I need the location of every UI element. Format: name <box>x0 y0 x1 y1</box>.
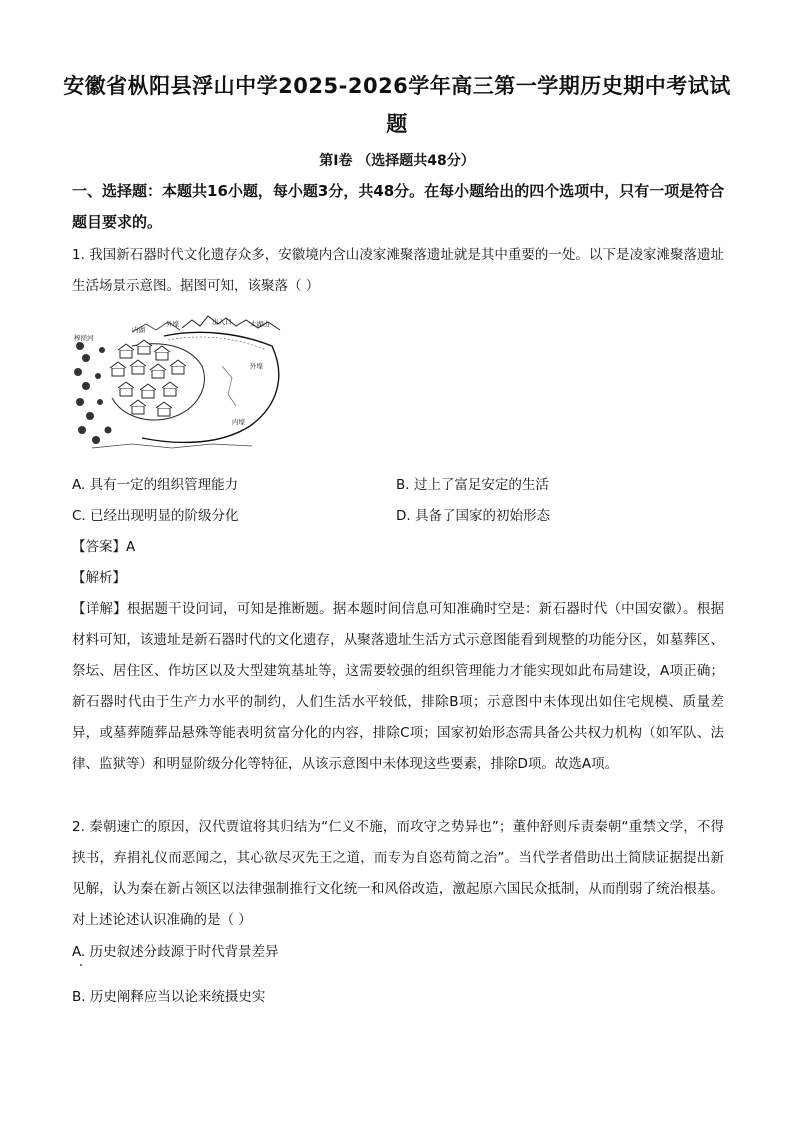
q2-option-a: A. 历史叙述分歧源于时代背景差异 <box>72 944 279 960</box>
q1-answer: 【答案】A <box>72 539 136 555</box>
q1-option-c: C. 已经出现明显的阶级分化 <box>72 508 239 524</box>
section-heading: 一、选择题：本题共16小题，每小题3分，共48分。在每小题给出的四个选项中，只有一项是符合题目要求的。 <box>72 182 725 231</box>
exam-title-line2: 题 <box>386 112 408 136</box>
exam-title-line1: 安徽省枞阳县浮山中学2025-2026学年高三第一学期历史期中考试试 <box>63 74 731 98</box>
map-label-outer-moat-top: 外壕 <box>166 320 179 328</box>
q1-option-a: A. 具有一定的组织管理能力 <box>72 477 239 493</box>
paper-subtitle: 第Ⅰ卷 （选择题共48分） <box>319 153 475 169</box>
stray-dot <box>80 964 82 966</box>
map-label-entrance: 出入口 <box>212 318 232 326</box>
question2-stem: 2. 秦朝速亡的原因，汉代贾谊将其归结为“仁义不施，而攻守之势异也”；董仲舒则斥责秦朝“重禁文学，不得挟书，弃捐礼仪而恶闻之，其心欲尽灭先王之道，而专为自恣苟简之治”。当代学者借助出土简牍证据提出新见解，认为秦在新占领区以法律强制推行文化统一和风俗改造，激起原六国民众抵制，从而削弱了统治根基。对上述论述认识准确的是（ ） <box>72 819 724 928</box>
q1-detail-explanation: 【详解】根据题干设问词，可知是推断题。据本题时间信息可知准确时空是：新石器时代（中国安徽）。根据材料可知，该遗址是新石器时代的文化遗存，从聚落遗址生活方式示意图能看到规整的功能分区，如墓葬区、祭坛、居住区、作坊区以及大型建筑基址等，这需要较强的组织管理能力才能实现如此布局建设，A项正确；新石器时代由于生产力水平的制约，人们生活水平较低，排除B项；示意图中未体现出如住宅规模、质量差异，或墓葬随葬品悬殊等能表明贫富分化的内容，排除C项；国家初始形态需具备公共权力机构（如军队、法律、监狱等）和明显阶级分化等特征，从该示意图中未体现这些要素，排除D项。故选A项。 <box>72 601 724 772</box>
map-label-taihu-mountain: 太湖山 <box>250 320 270 328</box>
question1-stem: 1. 我国新石器时代文化遗存众多，安徽境内含山凌家滩聚落遗址就是其中重要的一处。以下是凌家滩聚落遗址生活场景示意图。据图可知，该聚落（ ） <box>72 247 724 294</box>
map-label-river: 榨搓河 <box>74 334 94 342</box>
settlement-map-figure <box>72 306 290 456</box>
q1-option-b: B. 过上了富足安定的生活 <box>396 477 549 493</box>
q1-option-d: D. 具备了国家的初始形态 <box>396 508 550 524</box>
settlement-map-drawing <box>72 306 290 456</box>
map-label-outer-moat-right: 外壕 <box>250 362 263 370</box>
q2-option-b: B. 历史阐释应当以论来统摄史实 <box>72 989 266 1005</box>
map-label-inner-moat: 内壕 <box>232 418 245 426</box>
map-label-inner-lake: 内湖 <box>132 326 145 334</box>
q1-analysis-label: 【解析】 <box>72 570 126 586</box>
